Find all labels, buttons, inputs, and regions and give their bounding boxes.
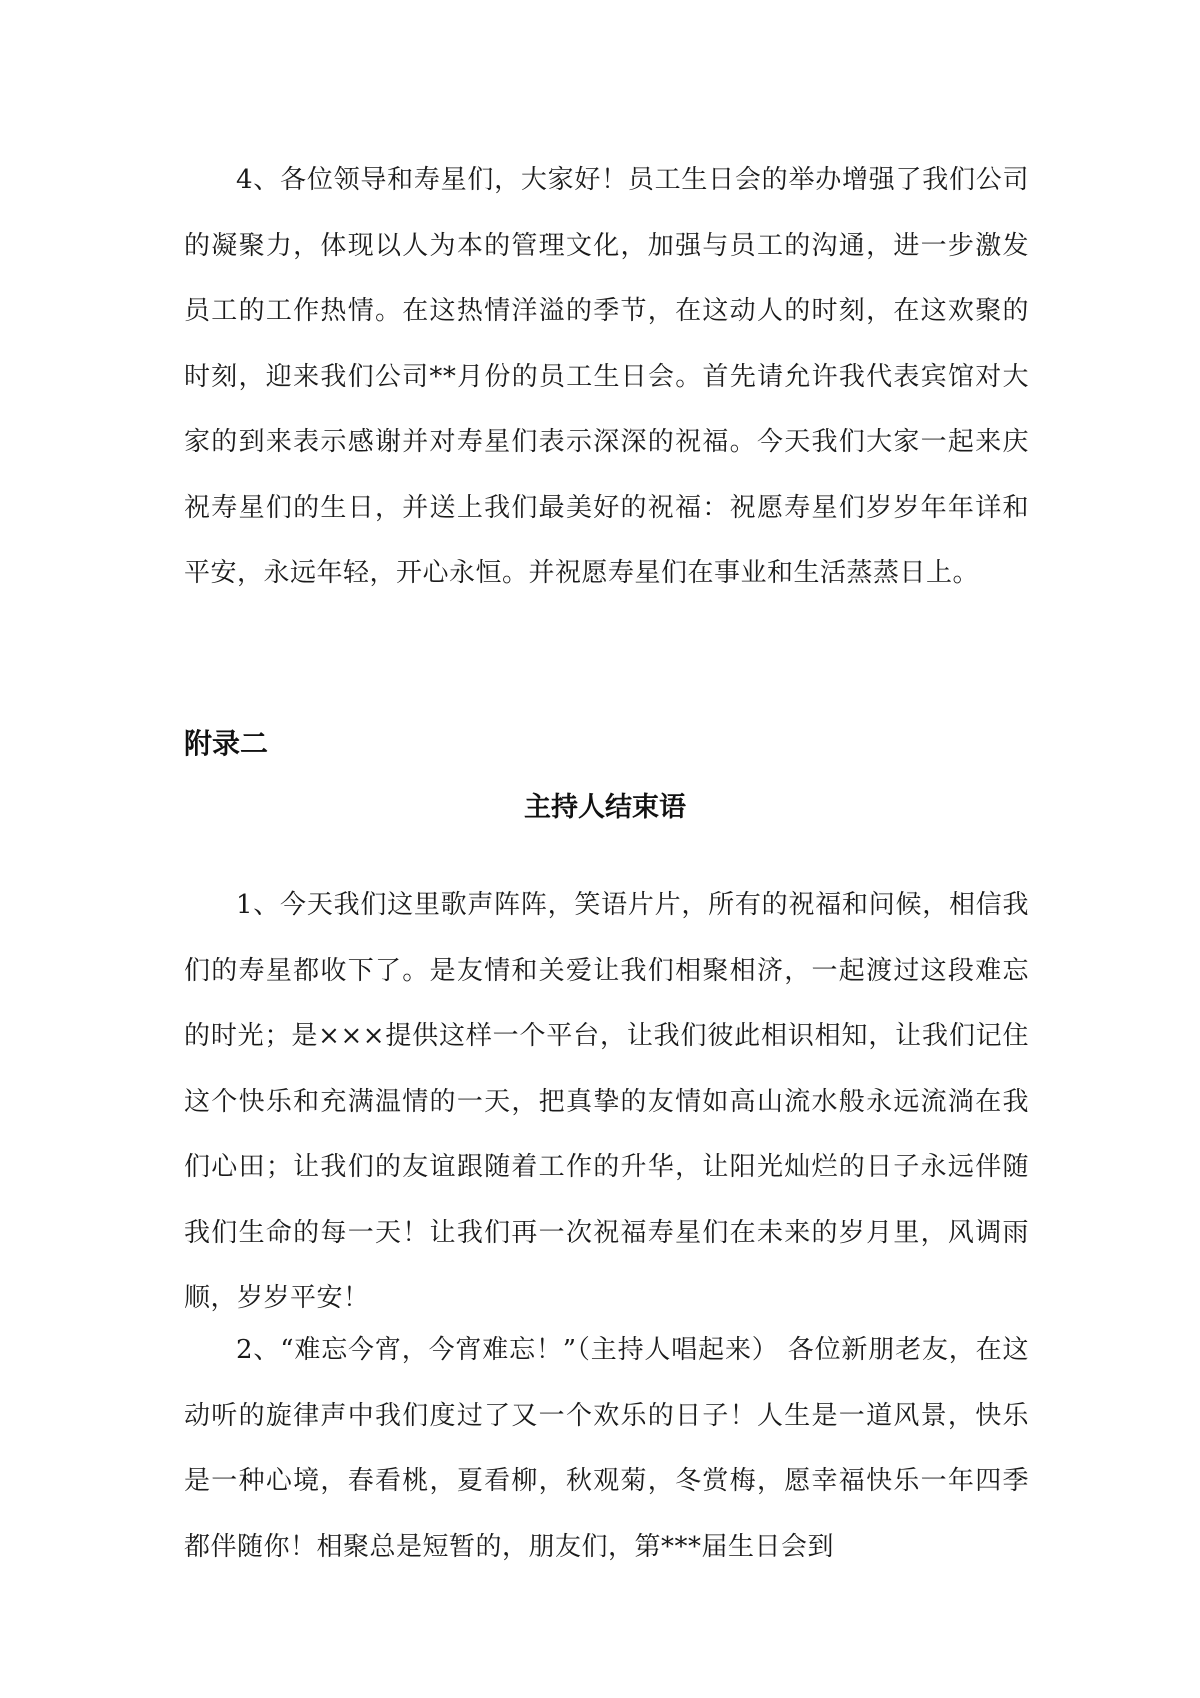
section-title: 主持人结束语 — [524, 792, 686, 823]
appendix-heading: 附录二 — [184, 727, 269, 760]
paragraph-1: 1、今天我们这里歌声阵阵，笑语片片，所有的祝福和问候，相信我们的寿星都收下了。是友情和关爱让我们相聚相济，一起渡过这段难忘的时光；是×××提供这样一个平台，让我们彼此相识相知，让我们记住这个快乐和充满温情的一天，把真挚的友情如高山流水般永远流淌在我们心田；让我们的友谊跟随着工作的升华，让阳光灿烂的日子永远伴随我们生命的每一天！让我们再一次祝福寿星们在未来的岁月里，风调雨顺，岁岁平安！ — [184, 890, 1029, 1313]
paragraph-2: 2、“难忘今宵，今宵难忘！”（主持人唱起来） 各位新朋老友，在这动听的旋律声中我们度过了又一个欢乐的日子！人生是一道风景，快乐是一种心境，春看桃，夏看柳，秋观菊，冬赏梅，愿幸福快乐一年四季都伴随你！相聚总是短暂的，朋友们，第***届生日会到 — [184, 1335, 1029, 1562]
paragraph-4: 4、各位领导和寿星们，大家好！员工生日会的举办增强了我们公司的凝聚力，体现以人为本的管理文化，加强与员工的沟通，进一步激发员工的工作热情。在这热情洋溢的季节，在这动人的时刻，在这欢聚的时刻，迎来我们公司**月份的员工生日会。首先请允许我代表宾馆对大家的到来表示感谢并对寿星们表示深深的祝福。今天我们大家一起来庆祝寿星们的生日，并送上我们最美好的祝福：祝愿寿星们岁岁年年详和平安，永远年轻，开心永恒。并祝愿寿星们在事业和生活蒸蒸日上。 — [184, 165, 1029, 588]
